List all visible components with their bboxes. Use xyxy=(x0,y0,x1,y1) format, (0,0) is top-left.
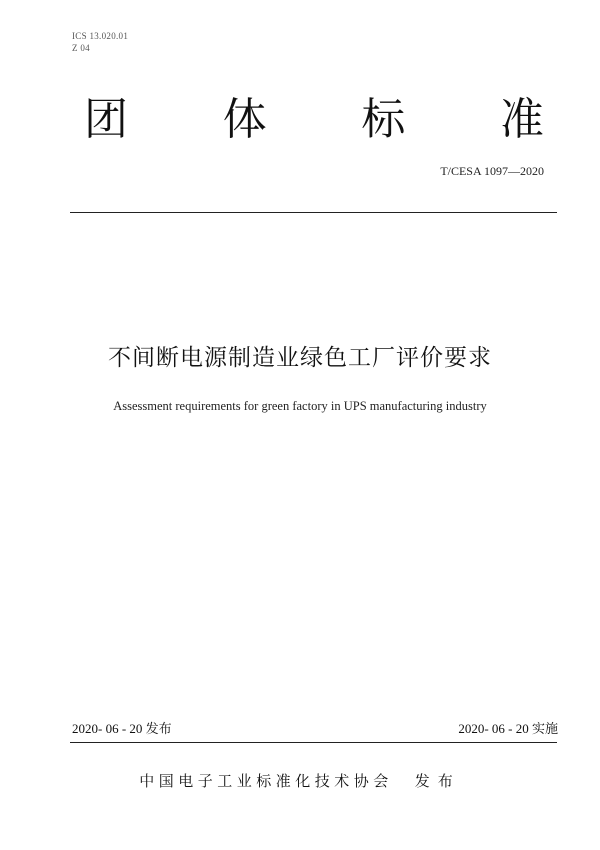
title-chinese: 不间断电源制造业绿色工厂评价要求 xyxy=(108,345,492,371)
implementation-date: 2020- 06 - 20 实施 xyxy=(458,721,558,736)
top-divider xyxy=(70,212,557,213)
bottom-divider xyxy=(70,742,557,743)
publisher-organization: 中国电子工业标准化技术协会 xyxy=(139,772,393,790)
document-type-heading xyxy=(84,92,544,148)
doc-type-char: 体 xyxy=(222,94,267,145)
doc-type-char: 标 xyxy=(361,94,406,145)
title-english: Assessment requirements for green factory in UPS manufacturing industry xyxy=(113,399,487,413)
standard-number: T/CESA 1097—2020 xyxy=(440,164,544,178)
ccs-code: Z 04 xyxy=(72,43,90,53)
doc-type-char: 团 xyxy=(84,94,128,145)
classification-codes xyxy=(72,30,128,54)
publisher-line xyxy=(0,770,600,791)
ics-code: ICS 13.020.01 xyxy=(72,31,129,41)
issue-date: 2020- 06 - 20 发布 xyxy=(72,721,172,736)
doc-type-char: 准 xyxy=(499,94,544,145)
publisher-action: 发布 xyxy=(414,772,461,790)
